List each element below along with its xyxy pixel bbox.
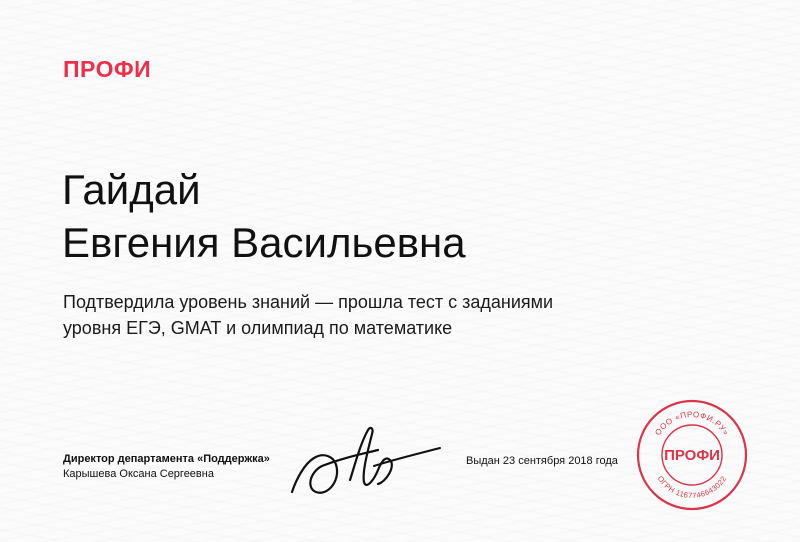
- achievement-text: [63, 289, 583, 341]
- recipient-first-name: Евгения Васильевна: [62, 219, 466, 266]
- signer-name: Карышева Оксана Сергеевна: [63, 468, 214, 480]
- signer-title: Директор департамента «Поддержка»: [63, 453, 270, 465]
- issue-date: Выдан 23 сентября 2018 года: [466, 455, 618, 467]
- handwritten-signature: [282, 420, 452, 500]
- signer-block: [63, 452, 270, 482]
- svg-text:ОГРН 1167746643022: [656, 474, 729, 500]
- recipient-last-name: Гайдай: [62, 166, 201, 213]
- stamp-top-text: ООО «ПРОФИ.РУ»: [653, 409, 731, 438]
- svg-text:ООО «ПРОФИ.РУ»: [653, 410, 730, 437]
- achievement-line-2: уровня ЕГЭ, GMAT и олимпиад по математике: [63, 318, 453, 338]
- stamp-bottom-text: ОГРН 1167746643022: [655, 474, 729, 501]
- company-stamp: [635, 398, 749, 512]
- stamp-center-text: ПРОФИ: [664, 447, 720, 464]
- profi-logo: ПРОФИ: [63, 56, 152, 82]
- achievement-line-1: Подтвердила уровень знаний — прошла тест с заданиями: [63, 292, 554, 312]
